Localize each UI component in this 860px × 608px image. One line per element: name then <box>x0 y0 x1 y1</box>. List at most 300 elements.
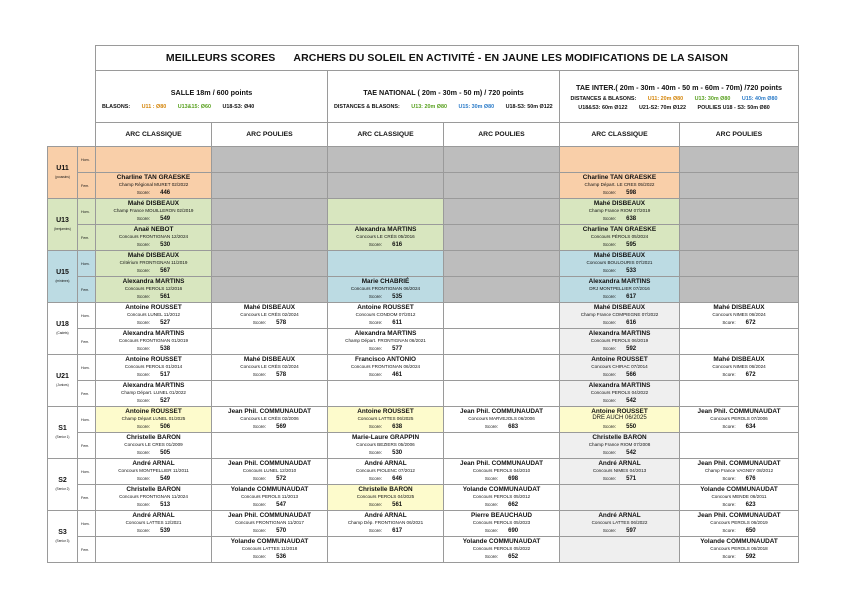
competition: Concours PEROLS 11/2013 <box>240 494 299 500</box>
archer-name: André ARNAL <box>598 511 641 519</box>
tae-inter-heading: TAE INTER.( 20m - 30m - 40m - 50 m - 60m - 70m) /720 points <box>576 83 782 92</box>
score-label: Score: <box>136 449 151 455</box>
competition: Concours PEROLS 04/2010 <box>472 468 531 474</box>
score-label: Score: <box>368 527 383 533</box>
competition: Concours PEROLS 06/2018 <box>710 546 768 552</box>
score-line <box>560 189 679 198</box>
records-table <box>47 45 799 563</box>
score-label: Score: <box>602 449 617 455</box>
record-cell <box>444 277 560 303</box>
gender-label: Fem. <box>78 173 96 199</box>
score-line <box>96 371 211 380</box>
table-row <box>48 511 799 537</box>
record-cell <box>96 277 212 303</box>
competition: Concours PEROLS 06/2019 <box>590 338 649 344</box>
score-line <box>444 423 559 432</box>
archer-name: Yolande COMMUNAUDAT <box>230 537 309 545</box>
gender-label: Fem. <box>78 537 96 563</box>
record-cell <box>328 537 444 563</box>
record-cell <box>680 459 799 485</box>
inter-u15: U15: 40m Ø80 <box>741 96 778 102</box>
inter-poulies: POULIES U18 - S3: 50m Ø80 <box>697 105 770 111</box>
inter-distances-label: DISTANCES & BLASONS: <box>570 96 637 102</box>
score-line <box>680 475 798 484</box>
score-line <box>328 371 443 380</box>
score-line <box>560 345 679 354</box>
score-value: 538 <box>160 345 171 352</box>
record-cell <box>328 381 444 407</box>
score-value: 683 <box>508 423 519 430</box>
score-line <box>96 345 211 354</box>
competition: Concours PEROLS 07/2006 <box>710 416 768 422</box>
competition: Concours FRONTIGNAN 12/2024 <box>118 234 189 240</box>
record-cell <box>96 511 212 537</box>
gender-label: Fem. <box>78 277 96 303</box>
record-cell <box>560 537 680 563</box>
score-value: 539 <box>160 527 171 534</box>
score-label: Score: <box>252 501 267 507</box>
archer-name: Alexandra MARTINS <box>354 225 417 233</box>
score-line <box>680 423 798 432</box>
record-cell <box>328 459 444 485</box>
distance-u15: U15: 30m Ø80 <box>458 104 495 110</box>
score-value: 646 <box>392 475 403 482</box>
record-cell <box>560 433 680 459</box>
blasons-label: BLASONS: <box>102 104 131 110</box>
score-value: 598 <box>626 189 637 196</box>
gender-label: Hom. <box>78 511 96 537</box>
record-cell <box>212 303 328 329</box>
column-header-1: ARC POULIES <box>212 123 328 147</box>
score-line <box>328 449 443 458</box>
record-cell <box>96 381 212 407</box>
record-cell <box>212 433 328 459</box>
category-s2 <box>48 459 78 511</box>
column-header-0: ARC CLASSIQUE <box>96 123 212 147</box>
gender-label: Hom. <box>78 407 96 433</box>
score-label: Score: <box>368 475 383 481</box>
record-cell <box>328 251 444 277</box>
table-row <box>48 381 799 407</box>
score-label: Score: <box>484 475 499 481</box>
category-u18 <box>48 303 78 355</box>
competition: Concours LUNEL 12/2010 <box>242 468 297 474</box>
category-u15 <box>48 251 78 303</box>
competition: Concours PÉROLS 05/2024 <box>590 234 649 240</box>
score-label: Score: <box>602 189 617 195</box>
score-value: 638 <box>392 423 403 430</box>
archer-name: Jean Phil. COMMUNAUDAT <box>460 459 543 467</box>
score-value: 549 <box>160 475 171 482</box>
category-label: S2 <box>58 476 67 484</box>
competition: Concours PEROLS 05/2012 <box>472 494 531 500</box>
record-cell <box>680 537 799 563</box>
archer-name: Antoine ROUSSET <box>357 303 414 311</box>
archer-name: André ARNAL <box>132 459 175 467</box>
archer-name: Jean Phil. COMMUNAUDAT <box>697 407 781 415</box>
blason-u18: U18-S3: Ø40 <box>222 104 255 110</box>
score-line <box>96 189 211 198</box>
record-cell <box>560 225 680 251</box>
score-line <box>96 475 211 484</box>
score-line <box>680 501 798 510</box>
competition: Champ France VAGNEY 08/2012 <box>704 468 774 474</box>
record-cell <box>444 537 560 563</box>
score-line <box>328 423 443 432</box>
record-cell <box>96 355 212 381</box>
score-value: 577 <box>392 345 403 352</box>
record-cell <box>560 355 680 381</box>
competition: Concours PEROLS 01/2014 <box>124 364 183 370</box>
record-cell <box>444 147 560 173</box>
record-cell <box>328 303 444 329</box>
competition: Concours PEROLS 04/2022 <box>590 390 649 396</box>
record-cell <box>560 147 680 173</box>
score-label: Score: <box>722 319 736 325</box>
score-value: 533 <box>626 267 637 274</box>
score-label: Score: <box>136 345 151 351</box>
score-line <box>96 527 211 536</box>
competition: Concours LATTES 06/2025 <box>357 416 414 422</box>
inter-u13: U13: 30m Ø80 <box>694 96 731 102</box>
score-label: Score: <box>136 423 151 429</box>
competition: Concours PEROLS 06/2019 <box>710 520 768 526</box>
score-label: Score: <box>252 553 267 559</box>
competition: Champ Départ. LE CRES 05/2022 <box>584 182 655 188</box>
record-cell <box>680 173 799 199</box>
score-line <box>96 319 211 328</box>
score-value: 513 <box>160 501 171 508</box>
score-value: 672 <box>745 319 756 326</box>
archer-name: Yolande COMMUNAUDAT <box>700 485 778 493</box>
record-cell <box>96 485 212 511</box>
category-label: U13 <box>56 216 69 224</box>
score-label: Score: <box>368 501 383 507</box>
table-row <box>48 407 799 433</box>
score-line <box>560 319 679 328</box>
score-line <box>212 527 327 536</box>
score-label: Score: <box>602 475 617 481</box>
score-value: 617 <box>392 527 403 534</box>
competition: Concours CHIRAC 07/2014 <box>591 364 648 370</box>
table-row <box>48 537 799 563</box>
score-line <box>96 449 211 458</box>
score-line <box>212 423 327 432</box>
record-cell <box>328 277 444 303</box>
record-cell <box>680 485 799 511</box>
record-cell <box>444 303 560 329</box>
score-value: 650 <box>745 527 756 534</box>
distance-u13: U13: 20m Ø80 <box>411 104 447 110</box>
archer-name: Charline TAN GRAESKE <box>116 173 191 181</box>
archer-name: André ARNAL <box>132 511 175 519</box>
inter-u18-s3: U18&S3: 60m Ø122 <box>578 105 628 111</box>
competition: Concours PIOLENC 07/2012 <box>356 468 415 474</box>
title-right: ARCHERS DU SOLEIL EN ACTIVITÉ - EN JAUNE LES MODIFICATIONS DE LA SAISON <box>293 52 729 64</box>
category-sublabel: (Juniors) <box>56 382 69 387</box>
competition: Concours MARVEJOLS 06/2006 <box>468 416 535 422</box>
category-sublabel: (minimes) <box>55 278 70 283</box>
score-line <box>96 267 211 276</box>
record-cell <box>680 225 799 251</box>
record-cell <box>212 485 328 511</box>
record-cell <box>560 303 680 329</box>
competition: Champ Régional MURET 02/2022 <box>118 182 189 188</box>
gender-label: Fem. <box>78 381 96 407</box>
score-label: Score: <box>602 215 617 221</box>
score-label: Score: <box>484 527 499 533</box>
record-cell <box>444 485 560 511</box>
record-cell <box>328 173 444 199</box>
gender-label: Hom. <box>78 355 96 381</box>
score-value: 527 <box>160 397 171 404</box>
discipline-tae-inter <box>560 71 799 123</box>
score-label: Score: <box>368 423 383 429</box>
score-value: 662 <box>508 501 519 508</box>
category-label: S3 <box>58 528 67 536</box>
score-label: Score: <box>722 371 736 377</box>
score-label: Score: <box>368 345 383 351</box>
competition: Concours FRONTIGNAN 06/2024 <box>350 364 421 370</box>
record-cell <box>212 147 328 173</box>
category-sublabel: (poussins) <box>55 174 70 179</box>
record-cell <box>560 407 680 433</box>
competition: Concours LE CRÈS 02/2024 <box>240 364 299 370</box>
score-value: 616 <box>626 319 637 326</box>
archer-name: Alexandra MARTINS <box>122 381 185 389</box>
record-cell <box>212 173 328 199</box>
competition: Concours LATTES 06/2022 <box>591 520 648 526</box>
archer-name: Mahé DISBEAUX <box>243 355 296 363</box>
table-row <box>48 173 799 199</box>
score-line <box>328 241 443 250</box>
archer-name: André ARNAL <box>598 459 641 467</box>
competition: Concours FRONTIGNAN 01/2019 <box>118 338 189 344</box>
score-value: 536 <box>276 553 287 560</box>
score-line <box>212 475 327 484</box>
score-line <box>212 501 327 510</box>
score-line <box>96 293 211 302</box>
record-cell <box>212 225 328 251</box>
gender-label: Fem. <box>78 329 96 355</box>
record-cell <box>212 355 328 381</box>
record-cell <box>680 511 799 537</box>
score-line <box>444 475 559 484</box>
score-label: Score: <box>369 319 383 325</box>
tae-national-distances <box>328 97 559 110</box>
gender-label: Fem. <box>78 225 96 251</box>
column-header-3: ARC POULIES <box>444 123 560 147</box>
score-line <box>212 553 327 562</box>
score-line <box>560 371 679 380</box>
score-label: Score: <box>722 475 736 481</box>
archer-name: Pierre BEAUCHAUD <box>470 511 533 519</box>
column-header-4: ARC CLASSIQUE <box>560 123 680 147</box>
archer-name: Antoine ROUSSET <box>357 407 414 415</box>
score-value: 535 <box>392 293 403 300</box>
gender-label: Hom. <box>78 251 96 277</box>
score-line <box>560 397 679 406</box>
tae-inter-distances <box>560 92 798 113</box>
record-cell <box>444 459 560 485</box>
table-row <box>48 251 799 277</box>
archer-name: Antoine ROUSSET <box>125 303 182 311</box>
score-value: 572 <box>276 475 287 482</box>
score-label: Score: <box>602 241 617 247</box>
record-cell <box>328 511 444 537</box>
archer-name: Yolande COMMUNAUDAT <box>700 537 778 545</box>
record-cell <box>680 147 799 173</box>
competition: Concours LE CRÈS 02/2024 <box>240 312 299 318</box>
competition: Concours LE CRÈS 05/2016 <box>356 234 415 240</box>
category-label: U21 <box>56 372 69 380</box>
record-cell <box>560 277 680 303</box>
record-cell <box>328 225 444 251</box>
score-line <box>680 553 798 562</box>
record-cell <box>680 329 799 355</box>
archer-name: Anaë NEBOT <box>133 225 174 233</box>
score-line <box>444 553 559 562</box>
score-label: Score: <box>252 423 267 429</box>
archer-name: Mahé DISBEAUX <box>593 199 646 207</box>
archer-name: Jean Phil. COMMUNAUDAT <box>228 459 311 467</box>
table-row <box>48 355 799 381</box>
competition: Concours FRONTIGNAN 06/2024 <box>350 286 421 292</box>
table-row <box>48 277 799 303</box>
score-label: Score: <box>368 371 383 377</box>
category-s3 <box>48 511 78 563</box>
archer-name: Christelle BARON <box>592 433 647 441</box>
archer-name: Jean Phil. COMMUNAUDAT <box>460 407 543 415</box>
record-cell <box>212 381 328 407</box>
score-value: 616 <box>392 241 403 248</box>
title-left: MEILLEURS SCORES <box>165 52 276 64</box>
score-line <box>328 527 443 536</box>
record-cell <box>328 147 444 173</box>
score-label: Score: <box>602 527 617 533</box>
archer-name: Mahé DISBEAUX <box>593 251 646 259</box>
score-value: 623 <box>745 501 756 508</box>
score-value: 595 <box>626 241 637 248</box>
score-line <box>96 215 211 224</box>
category-sublabel: (Senior 1) <box>55 434 70 439</box>
archer-name: Alexandra MARTINS <box>122 277 185 285</box>
record-cell <box>328 433 444 459</box>
gender-label: Hom. <box>78 459 96 485</box>
score-label: Score: <box>136 527 151 533</box>
competition: Concours PEROLS 05/2022 <box>472 546 531 552</box>
archer-name: Antoine ROUSSET <box>125 355 182 363</box>
competition: Critérium FRONTIGNAN 11/2019 <box>119 260 188 266</box>
archer-name: Christelle BARON <box>126 485 181 493</box>
competition: Concours NIMES 06/2024 <box>712 364 766 370</box>
score-value: 530 <box>392 449 403 456</box>
score-value: 506 <box>160 423 171 430</box>
competition: Champ France RIOM 07/2008 <box>588 442 651 448</box>
gender-label: Hom. <box>78 147 96 173</box>
score-line <box>96 241 211 250</box>
category-label: S1 <box>58 424 67 432</box>
record-cell <box>680 355 799 381</box>
score-value: 517 <box>160 371 171 378</box>
record-cell <box>680 407 799 433</box>
records-sheet <box>47 45 798 563</box>
record-cell <box>96 303 212 329</box>
score-line <box>560 215 679 224</box>
score-value: 578 <box>276 319 287 326</box>
score-line <box>444 501 559 510</box>
record-cell <box>444 173 560 199</box>
record-cell <box>328 199 444 225</box>
table-row <box>48 147 799 173</box>
score-label: Score: <box>136 293 151 299</box>
score-value: 567 <box>160 267 171 274</box>
score-line <box>328 501 443 510</box>
score-label: Score: <box>136 267 151 273</box>
category-sublabel: (benjamins) <box>54 226 71 231</box>
score-label: Score: <box>136 371 151 377</box>
score-label: Score: <box>136 241 151 247</box>
record-cell <box>212 329 328 355</box>
salle-blasons <box>96 97 327 110</box>
record-cell <box>680 381 799 407</box>
score-value: 530 <box>160 241 171 248</box>
record-cell <box>560 511 680 537</box>
record-cell <box>444 381 560 407</box>
score-value: 542 <box>626 449 637 456</box>
archer-name: Marie-Laure GRAPPIN <box>351 433 420 441</box>
competition: Concours LUNEL 11/2012 <box>126 312 181 318</box>
score-label: Score: <box>602 345 617 351</box>
gender-label: Fem. <box>78 485 96 511</box>
competition: Champ France COMPIEGNE 07/2022 <box>580 312 659 318</box>
archer-name: Alexandra MARTINS <box>588 381 651 389</box>
record-cell <box>560 459 680 485</box>
score-line <box>680 371 798 380</box>
archer-name: Jean Phil. COMMUNAUDAT <box>228 407 311 415</box>
record-cell <box>560 173 680 199</box>
score-value: 617 <box>626 293 637 300</box>
competition: Concours FRONTIGNAN 11/2017 <box>235 520 304 526</box>
score-value: 549 <box>160 215 171 222</box>
competition: Concours PEROLS 12/2016 <box>124 286 183 292</box>
column-header-5: ARC POULIES <box>680 123 799 147</box>
competition: Concours MONTPELLIER 11/2011 <box>118 468 189 474</box>
score-line <box>680 319 798 328</box>
record-cell <box>444 225 560 251</box>
score-value: 597 <box>626 527 637 534</box>
score-value: 592 <box>626 345 637 352</box>
score-line <box>560 423 679 432</box>
distance-u18: U18-S3: 50m Ø122 <box>505 104 553 110</box>
score-line <box>96 501 211 510</box>
score-line <box>212 319 327 328</box>
table-row <box>48 485 799 511</box>
archer-name: Jean Phil. COMMUNAUDAT <box>228 511 311 519</box>
table-row <box>48 433 799 459</box>
record-cell <box>96 459 212 485</box>
archer-name: Yolande COMMUNAUDAT <box>462 485 541 493</box>
score-label: Score: <box>368 449 383 455</box>
score-label: Score: <box>722 501 736 507</box>
gender-label: Hom. <box>78 199 96 225</box>
score-line <box>444 527 559 536</box>
score-value: 550 <box>626 423 637 430</box>
competition: Concours LE CRES 01/2009 <box>124 442 183 448</box>
archer-name: Jean Phil. COMMUNAUDAT <box>697 459 781 467</box>
discipline-tae-national <box>328 71 560 123</box>
score-label: Score: <box>484 501 499 507</box>
